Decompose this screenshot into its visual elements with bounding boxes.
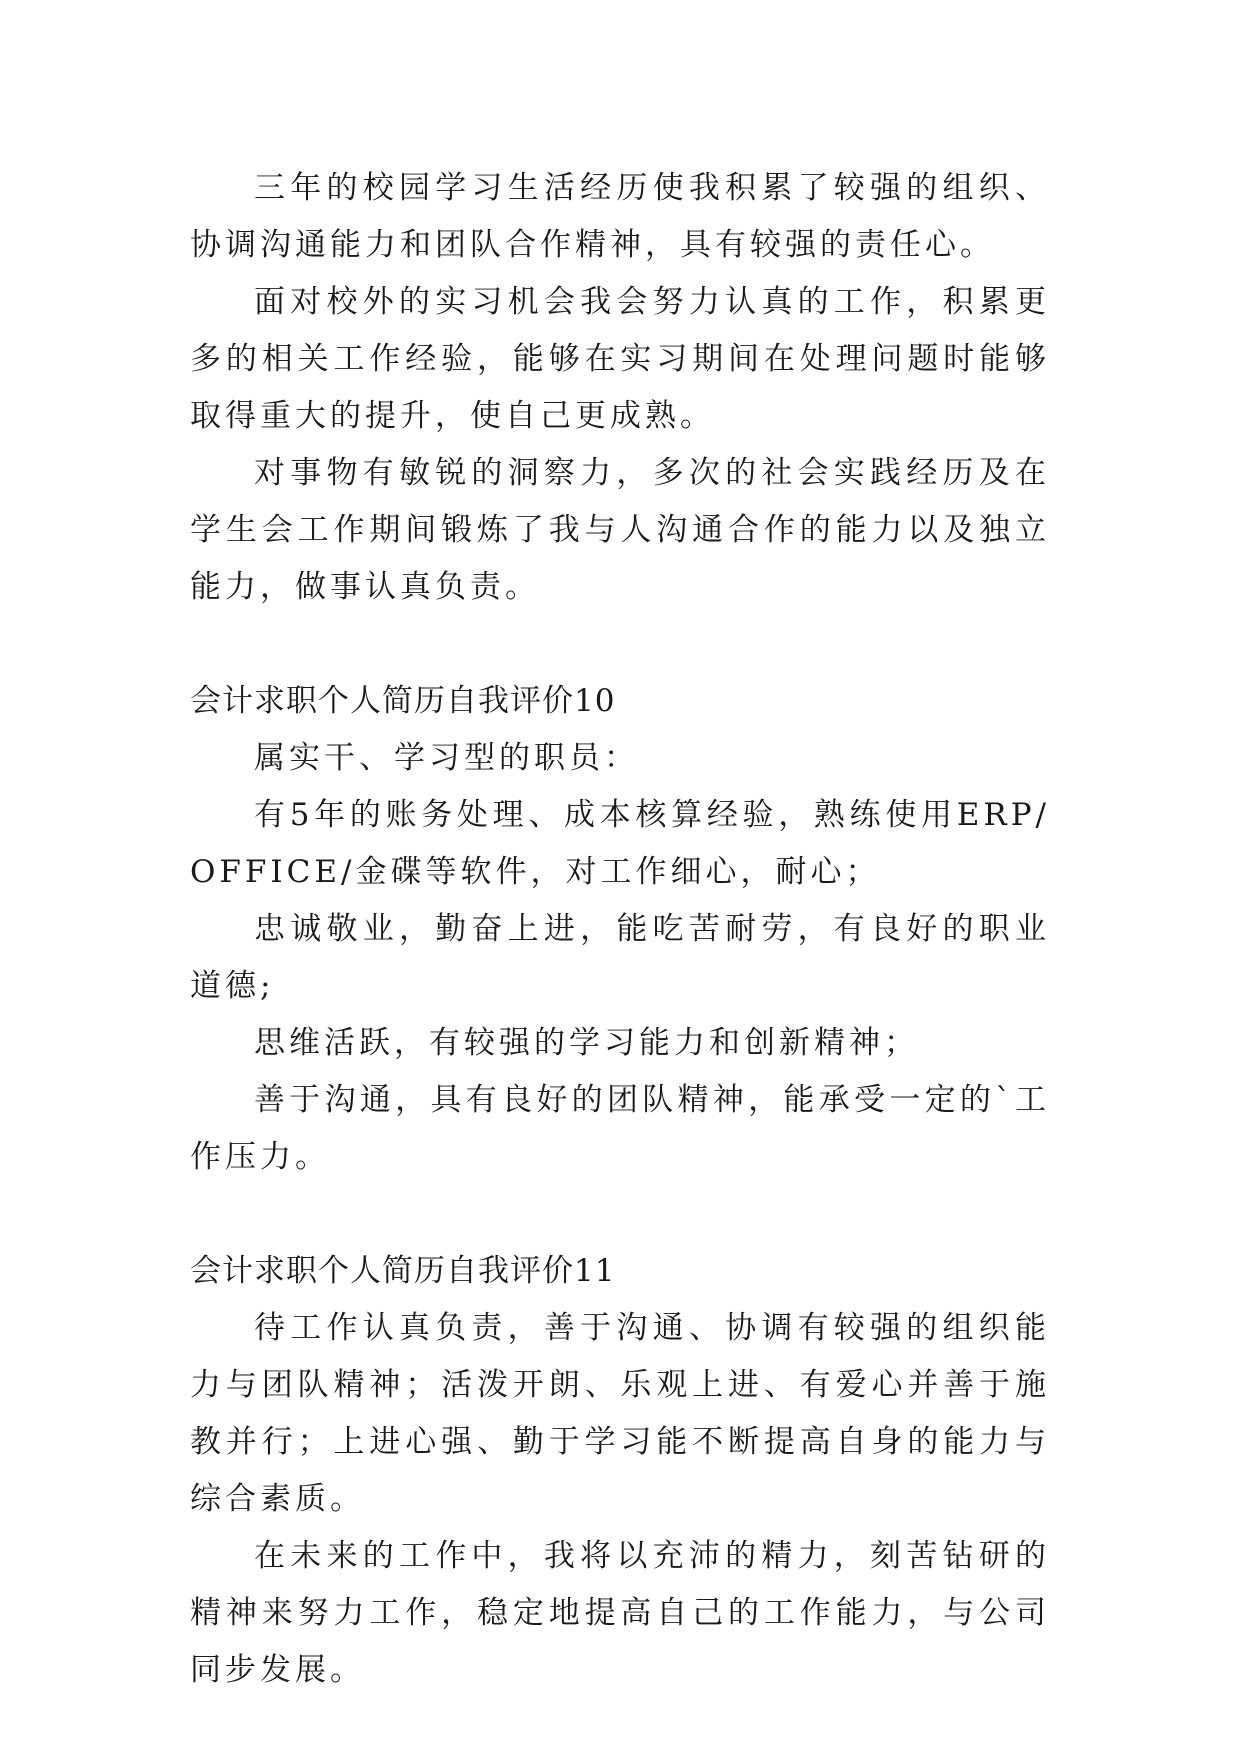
paragraph-attitude: 待工作认真负责，善于沟通、协调有较强的组织能力与团队精神；活泼开朗、乐观上进、有爱心并善于施教并行；上进心强、勤于学习能不断提高自身的能力与综合素质。 [190,1310,1050,1517]
paragraph-insight: 对事物有敏锐的洞察力，多次的社会实践经历及在学生会工作期间锻炼了我与人沟通合作的能力以及独立能力，做事认真负责。 [190,455,1050,605]
section-heading-10: 会计求职个人简历自我评价10 [190,683,616,719]
section-gap [190,616,1050,673]
section-heading-11: 会计求职个人简历自我评价11 [190,1253,616,1289]
paragraph-communication: 善于沟通，具有良好的团队精神，能承受一定的`工作压力。 [190,1082,1050,1175]
paragraph-thinking: 思维活跃，有较强的学习能力和创新精神； [254,1025,919,1061]
paragraph-internship: 面对校外的实习机会我会努力认真的工作，积累更多的相关工作经验，能够在实习期间在处理问题时能够取得重大的提升，使自己更成熟。 [190,284,1050,434]
paragraph-practical: 属实干、学习型的职员： [254,740,639,776]
paragraph-teamwork: 三年的校园学习生活经历使我积累了较强的组织、协调沟通能力和团队合作精神，具有较强的责任心。 [190,170,1050,263]
paragraph-dedication: 忠诚敬业，勤奋上进，能吃苦耐劳，有良好的职业道德; [190,911,1050,1004]
paragraph-experience: 有5年的账务处理、成本核算经验，熟练使用ERP/OFFICE/金碟等软件，对工作细心，耐心； [190,797,1050,890]
document-page [190,160,1050,1699]
paragraph-future: 在未来的工作中，我将以充沛的精力，刻苦钻研的精神来努力工作，稳定地提高自己的工作能力，与公司同步发展。 [190,1538,1050,1688]
section-gap [190,1186,1050,1243]
